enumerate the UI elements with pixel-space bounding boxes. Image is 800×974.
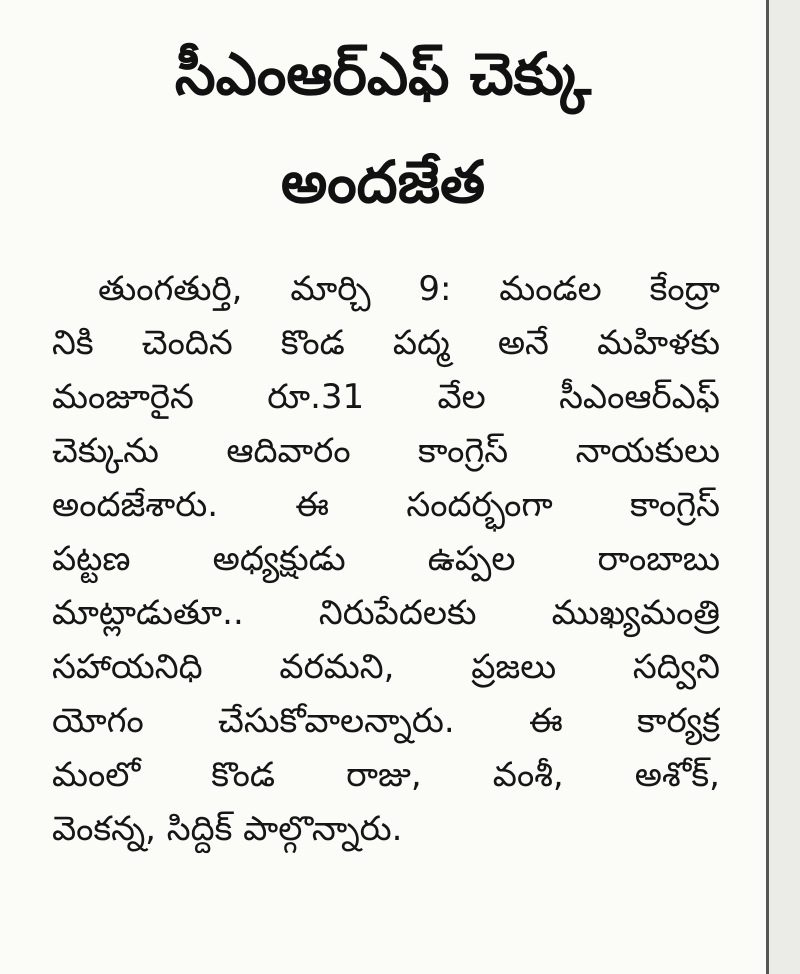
article-line: వెంకన్న, సిద్దిక్ పాల్గొన్నారు. <box>52 809 403 849</box>
article-line: మంలో కొండ రాజు, వంశీ, అశోక్, <box>52 755 720 795</box>
article-line: నికి చెందిన కొండ పద్మ అనే మహిళకు <box>52 323 720 363</box>
article-line: యోగం చేసుకోవాలన్నారు. ఈ కార్యక్ర <box>52 701 720 741</box>
article-line: చెక్కును ఆదివారం కాంగ్రెస్ నాయకులు <box>52 431 720 471</box>
article-line: సహాయనిధి వరమని, ప్రజలు సద్వి‌ని <box>52 647 720 687</box>
article-line: తుంగతుర్తి, మార్చి 9: మండల కేంద్రా <box>98 269 720 309</box>
page-margin <box>769 0 800 974</box>
article-line: మంజూరైన రూ.31 వేల సీఎంఆర్‌ఎఫ్ <box>52 377 720 417</box>
article-line: మాట్లాడుతూ.. నిరుపేదలకు ముఖ్యమంత్రి <box>52 593 720 633</box>
headline-line-2: అందజేత <box>280 148 486 216</box>
article-line: అందజేశారు. ఈ సందర్భంగా కాంగ్రెస్ <box>52 485 720 525</box>
article-body <box>52 262 720 856</box>
headline-line-1: సీఎంఆర్‌ఎఫ్ చెక్కు <box>174 40 592 108</box>
article-line: పట్టణ అధ్యక్షుడు ఉప్పల రాంబాబు <box>52 539 720 579</box>
